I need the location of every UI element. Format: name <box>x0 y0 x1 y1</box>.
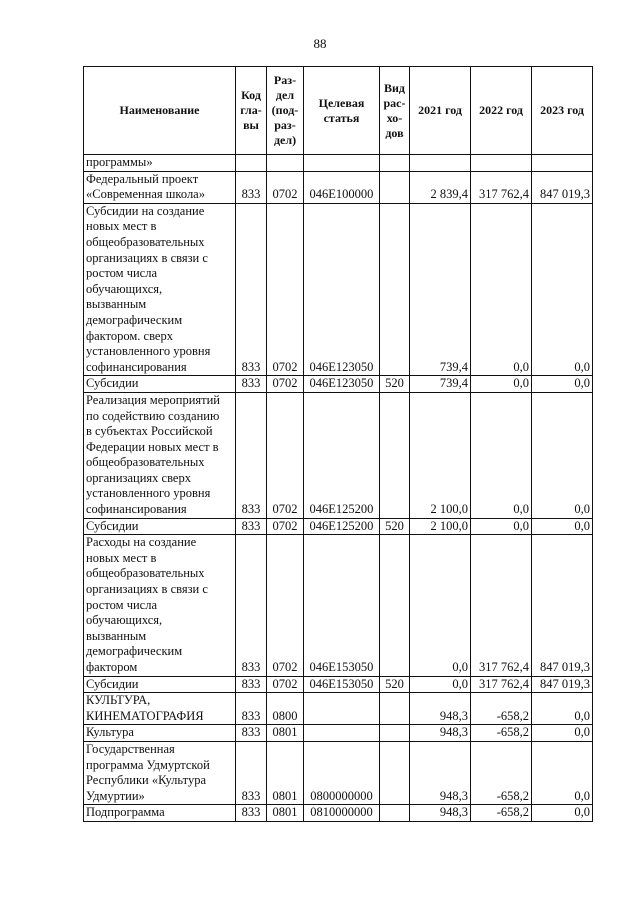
cell-section <box>267 155 304 172</box>
cell-2021: 948,3 <box>410 725 471 742</box>
cell-2023: 0,0 <box>532 392 593 518</box>
cell-2021: 0,0 <box>410 535 471 676</box>
cell-2021 <box>410 155 471 172</box>
cell-section: 0702 <box>267 518 304 535</box>
cell-target-article <box>304 155 380 172</box>
cell-expense-type <box>380 693 410 725</box>
cell-target-article: 046Е153050 <box>304 535 380 676</box>
cell-chapter-code: 833 <box>236 535 267 676</box>
cell-name: Подпрограмма <box>84 805 236 822</box>
cell-section: 0801 <box>267 741 304 804</box>
header-2021: 2021 год <box>410 67 471 155</box>
cell-2022: 0,0 <box>471 203 532 376</box>
cell-2021: 948,3 <box>410 805 471 822</box>
cell-2022: -658,2 <box>471 725 532 742</box>
cell-chapter-code: 833 <box>236 693 267 725</box>
cell-2021: 0,0 <box>410 676 471 693</box>
cell-2022: 317 762,4 <box>471 676 532 693</box>
cell-expense-type <box>380 203 410 376</box>
cell-chapter-code <box>236 155 267 172</box>
table-row <box>84 171 593 203</box>
cell-2021: 948,3 <box>410 741 471 804</box>
header-2023: 2023 год <box>532 67 593 155</box>
table-row <box>84 203 593 376</box>
cell-2022: 0,0 <box>471 376 532 393</box>
cell-section: 0702 <box>267 535 304 676</box>
cell-expense-type: 520 <box>380 676 410 693</box>
cell-2022: -658,2 <box>471 693 532 725</box>
cell-chapter-code: 833 <box>236 376 267 393</box>
table-row <box>84 376 593 393</box>
cell-2022 <box>471 155 532 172</box>
cell-name: Субсидии на создание новых мест в общеобразовательных организациях в связи с ростом числа обучающихся, вызванным демографическим фактором. сверх установленного уровня софинансирования <box>84 203 236 376</box>
table-row <box>84 741 593 804</box>
cell-name: Федеральный проект «Современная школа» <box>84 171 236 203</box>
cell-2022: 317 762,4 <box>471 171 532 203</box>
header-expense-type: Вид рас- хо- дов <box>380 67 410 155</box>
cell-2021: 739,4 <box>410 203 471 376</box>
cell-target-article <box>304 725 380 742</box>
cell-section: 0702 <box>267 392 304 518</box>
cell-name: Субсидии <box>84 376 236 393</box>
cell-target-article: 046Е123050 <box>304 376 380 393</box>
table-row <box>84 725 593 742</box>
cell-chapter-code: 833 <box>236 518 267 535</box>
header-target-article: Целевая статья <box>304 67 380 155</box>
table-row <box>84 155 593 172</box>
cell-section: 0801 <box>267 725 304 742</box>
cell-name: Субсидии <box>84 676 236 693</box>
cell-2022: 0,0 <box>471 392 532 518</box>
cell-expense-type <box>380 805 410 822</box>
cell-section: 0702 <box>267 676 304 693</box>
cell-chapter-code: 833 <box>236 805 267 822</box>
cell-chapter-code: 833 <box>236 741 267 804</box>
cell-expense-type: 520 <box>380 518 410 535</box>
cell-2022: 0,0 <box>471 518 532 535</box>
cell-2023: 847 019,3 <box>532 171 593 203</box>
cell-expense-type: 520 <box>380 376 410 393</box>
cell-expense-type <box>380 392 410 518</box>
page-number: 88 <box>313 36 327 51</box>
header-2022: 2022 год <box>471 67 532 155</box>
cell-2021: 2 839,4 <box>410 171 471 203</box>
cell-2021: 2 100,0 <box>410 392 471 518</box>
cell-2022: -658,2 <box>471 741 532 804</box>
cell-target-article: 046Е153050 <box>304 676 380 693</box>
cell-2023: 0,0 <box>532 741 593 804</box>
cell-name: Культура <box>84 725 236 742</box>
cell-name: программы» <box>84 155 236 172</box>
cell-chapter-code: 833 <box>236 392 267 518</box>
header-chapter-code: Код гла- вы <box>236 67 267 155</box>
table-row <box>84 693 593 725</box>
cell-2023: 0,0 <box>532 203 593 376</box>
cell-2021: 739,4 <box>410 376 471 393</box>
table-row <box>84 535 593 676</box>
cell-target-article: 0810000000 <box>304 805 380 822</box>
cell-name: Государственная программа Удмуртской Республики «Культура Удмуртии» <box>84 741 236 804</box>
table-header-row <box>84 67 593 155</box>
cell-section: 0702 <box>267 171 304 203</box>
table-row <box>84 518 593 535</box>
cell-expense-type <box>380 725 410 742</box>
cell-target-article: 046Е100000 <box>304 171 380 203</box>
cell-2023: 0,0 <box>532 518 593 535</box>
budget-table <box>83 66 593 822</box>
cell-section: 0801 <box>267 805 304 822</box>
table-row <box>84 676 593 693</box>
cell-expense-type <box>380 535 410 676</box>
cell-section: 0800 <box>267 693 304 725</box>
cell-target-article: 046Е125200 <box>304 392 380 518</box>
cell-2023: 0,0 <box>532 376 593 393</box>
cell-2023: 0,0 <box>532 805 593 822</box>
header-section: Раз- дел (под- раз- дел) <box>267 67 304 155</box>
cell-2021: 2 100,0 <box>410 518 471 535</box>
cell-2023: 0,0 <box>532 725 593 742</box>
cell-chapter-code: 833 <box>236 676 267 693</box>
cell-name: КУЛЬТУРА, КИНЕМАТОГРАФИЯ <box>84 693 236 725</box>
table-body <box>84 155 593 822</box>
cell-2022: -658,2 <box>471 805 532 822</box>
cell-2023 <box>532 155 593 172</box>
cell-2023: 0,0 <box>532 693 593 725</box>
cell-chapter-code: 833 <box>236 171 267 203</box>
cell-target-article: 046Е123050 <box>304 203 380 376</box>
cell-expense-type <box>380 171 410 203</box>
cell-section: 0702 <box>267 203 304 376</box>
cell-target-article: 0800000000 <box>304 741 380 804</box>
header-name: Наименование <box>84 67 236 155</box>
cell-name: Субсидии <box>84 518 236 535</box>
cell-chapter-code: 833 <box>236 725 267 742</box>
table-row <box>84 805 593 822</box>
cell-target-article <box>304 693 380 725</box>
cell-expense-type <box>380 155 410 172</box>
table-row <box>84 392 593 518</box>
cell-name: Расходы на создание новых мест в общеобразовательных организациях в связи с ростом числа обучающихся, вызванным демографическим фактором <box>84 535 236 676</box>
cell-target-article: 046Е125200 <box>304 518 380 535</box>
cell-name: Реализация мероприятий по содействию созданию в субъектах Российской Федерации новых мест в общеобразовательных организациях сверх установленного уровня софинансирования <box>84 392 236 518</box>
cell-expense-type <box>380 741 410 804</box>
cell-2021: 948,3 <box>410 693 471 725</box>
cell-2023: 847 019,3 <box>532 676 593 693</box>
cell-2022: 317 762,4 <box>471 535 532 676</box>
cell-chapter-code: 833 <box>236 203 267 376</box>
cell-2023: 847 019,3 <box>532 535 593 676</box>
cell-section: 0702 <box>267 376 304 393</box>
